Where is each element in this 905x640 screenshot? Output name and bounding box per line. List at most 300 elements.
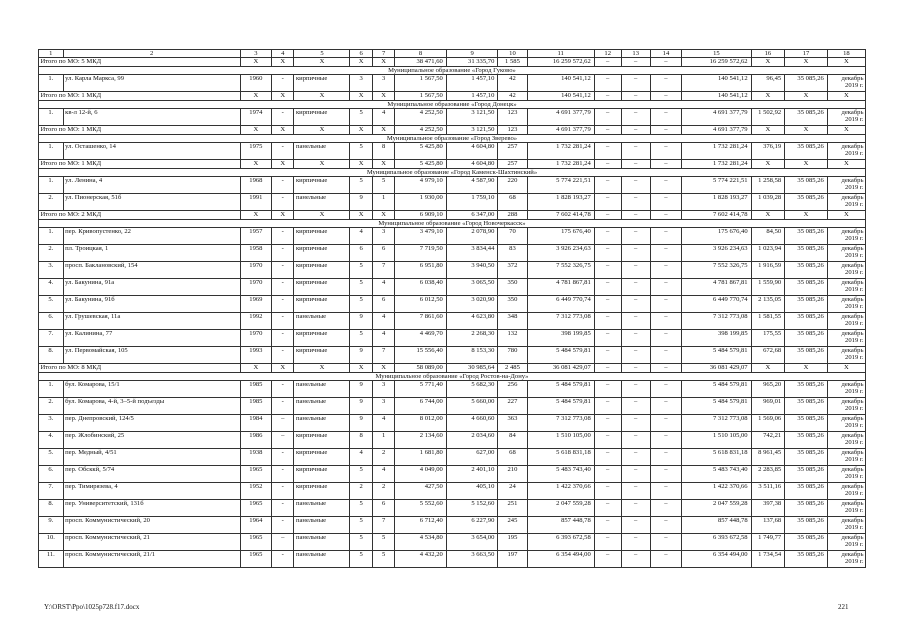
section-title: Муниципальное образование «Город Новочеркасск»	[39, 219, 866, 228]
table-cell: 5	[350, 279, 372, 296]
table-cell: 6 227,90	[446, 517, 498, 534]
address-cell: пер. Жлобинский, 25	[63, 432, 240, 449]
subtotal-row	[39, 58, 866, 67]
table-cell: –	[594, 228, 621, 245]
subtotal-cell: 1 567,50	[395, 92, 447, 101]
table-cell: 372	[498, 262, 527, 279]
table-cell: 35 085,26	[785, 194, 828, 211]
table-cell: 5	[350, 177, 372, 194]
column-number-cell: 3	[240, 50, 271, 58]
table-cell: –	[621, 143, 650, 160]
table-cell: декабрь 2019 г.	[827, 75, 865, 92]
column-number-cell: 5	[294, 50, 350, 58]
table-cell: 35 085,26	[785, 466, 828, 483]
table-cell: –	[650, 551, 681, 568]
table-cell: 2 268,30	[446, 330, 498, 347]
table-cell: –	[650, 279, 681, 296]
table-cell: 220	[498, 177, 527, 194]
table-cell: 3 926 234,63	[527, 245, 594, 262]
table-cell: –	[650, 449, 681, 466]
table-cell: 35 085,26	[785, 279, 828, 296]
table-row	[39, 296, 866, 313]
table-cell: 2	[350, 483, 372, 500]
table-cell: 1 039,28	[751, 194, 785, 211]
table-cell: –	[621, 109, 650, 126]
subtotal-cell: –	[621, 160, 650, 169]
table-cell: 4 432,20	[395, 551, 447, 568]
table-cell: 3 511,16	[751, 483, 785, 500]
table-cell: 1984	[240, 415, 271, 432]
address-cell: ул. Ленина, 4	[63, 177, 240, 194]
address-cell: просп. Коммунистический, 21/1	[63, 551, 240, 568]
table-cell: –	[650, 381, 681, 398]
table-cell: 175 676,40	[527, 228, 594, 245]
subtotal-cell: X	[272, 364, 294, 373]
table-cell: 2 135,05	[751, 296, 785, 313]
subtotal-cell: X	[785, 160, 828, 169]
table-cell: -	[272, 517, 294, 534]
table-cell: 5	[350, 296, 372, 313]
footer-page-number: 221	[838, 603, 849, 611]
table-cell: кирпичные	[294, 279, 350, 296]
table-cell: 2 047 559,28	[682, 500, 751, 517]
table-cell: -	[272, 194, 294, 211]
table-cell: 3	[372, 398, 394, 415]
column-number-cell: 9	[446, 50, 498, 58]
table-cell: 35 085,26	[785, 449, 828, 466]
subtotal-cell: 36 081 429,07	[527, 364, 594, 373]
table-cell: 5 484 579,81	[682, 398, 751, 415]
table-cell: 397,38	[751, 500, 785, 517]
table-cell: 175,55	[751, 330, 785, 347]
column-number-cell: 14	[650, 50, 681, 58]
subtotal-cell: X	[240, 211, 271, 220]
address-cell: ул. Бакунина, 91а	[63, 279, 240, 296]
table-row	[39, 415, 866, 432]
table-cell: 9.	[39, 517, 64, 534]
table-cell: 1.	[39, 381, 64, 398]
table-cell: 1 734,54	[751, 551, 785, 568]
table-cell: –	[594, 432, 621, 449]
table-cell: -	[272, 245, 294, 262]
table-cell: 5 484 579,81	[682, 347, 751, 364]
table-cell: 5 484 579,81	[527, 381, 594, 398]
table-cell: 2.	[39, 245, 64, 262]
table-cell: 7 552 326,75	[682, 262, 751, 279]
table-cell: –	[650, 109, 681, 126]
subtotal-cell: X	[372, 92, 394, 101]
table-cell: 6 393 672,58	[527, 534, 594, 551]
subtotal-cell: 16 259 572,62	[527, 58, 594, 67]
table-cell: панельные	[294, 415, 350, 432]
subtotal-cell: –	[621, 92, 650, 101]
table-cell: 4	[372, 466, 394, 483]
table-cell: 8	[350, 432, 372, 449]
table-cell: -	[272, 466, 294, 483]
table-cell: –	[594, 75, 621, 92]
address-cell: пер. Кривопустенко, 22	[63, 228, 240, 245]
section-header-row	[39, 134, 866, 143]
table-cell: -	[272, 483, 294, 500]
table-cell: декабрь 2019 г.	[827, 245, 865, 262]
table-cell: –	[650, 313, 681, 330]
table-cell: 195	[498, 534, 527, 551]
subtotal-cell: X	[372, 126, 394, 135]
address-cell: ул. Осташенко, 14	[63, 143, 240, 160]
table-cell: -	[272, 75, 294, 92]
subtotal-cell: –	[650, 160, 681, 169]
table-cell: 7 719,50	[395, 245, 447, 262]
table-cell: 6 038,40	[395, 279, 447, 296]
subtotal-cell: 36 081 429,07	[682, 364, 751, 373]
table-cell: –	[621, 347, 650, 364]
subtotal-cell: X	[372, 211, 394, 220]
table-cell: 1 567,50	[395, 75, 447, 92]
subtotal-cell: –	[594, 92, 621, 101]
column-number-cell: 1	[39, 50, 64, 58]
table-cell: кирпичные	[294, 483, 350, 500]
table-cell: -	[272, 381, 294, 398]
table-cell: 5 774 221,51	[682, 177, 751, 194]
table-cell: 5	[372, 177, 394, 194]
table-cell: 6	[372, 500, 394, 517]
table-cell: 6 744,00	[395, 398, 447, 415]
table-cell: -	[272, 109, 294, 126]
table-cell: –	[272, 415, 294, 432]
table-cell: 1 930,00	[395, 194, 447, 211]
table-cell: 4 781 867,81	[527, 279, 594, 296]
table-cell: 1 258,58	[751, 177, 785, 194]
table-cell: 1 502,92	[751, 109, 785, 126]
table-cell: –	[594, 177, 621, 194]
table-cell: 35 085,26	[785, 500, 828, 517]
table-row	[39, 534, 866, 551]
table-cell: 1.	[39, 143, 64, 160]
table-cell: –	[650, 245, 681, 262]
subtotal-row	[39, 211, 866, 220]
table-cell: 2 283,85	[751, 466, 785, 483]
subtotal-cell: 3 121,50	[446, 126, 498, 135]
subtotal-cell: 7 602 414,78	[527, 211, 594, 220]
table-cell: 1.	[39, 228, 64, 245]
table-cell: 1	[372, 194, 394, 211]
table-cell: 140 541,12	[682, 75, 751, 92]
table-cell: декабрь 2019 г.	[827, 449, 865, 466]
column-number-cell: 18	[827, 50, 865, 58]
table-cell: –	[594, 109, 621, 126]
section-header-row	[39, 100, 866, 109]
address-cell: пер. Обсккй, 5/74	[63, 466, 240, 483]
table-cell: –	[594, 194, 621, 211]
subtotal-cell: X	[272, 58, 294, 67]
table-row	[39, 466, 866, 483]
table-cell: 6 354 494,00	[682, 551, 751, 568]
table-cell: 35 085,26	[785, 415, 828, 432]
table-cell: 3	[372, 228, 394, 245]
table-cell: 1.	[39, 75, 64, 92]
table-cell: –	[594, 449, 621, 466]
table-cell: 35 085,26	[785, 347, 828, 364]
table-cell: 7	[372, 262, 394, 279]
address-cell: ул. Бакунина, 91б	[63, 296, 240, 313]
table-cell: 8	[372, 143, 394, 160]
subtotal-cell: X	[827, 160, 865, 169]
table-cell: 7 312 773,08	[682, 415, 751, 432]
subtotal-cell: X	[827, 92, 865, 101]
table-cell: 35 085,26	[785, 398, 828, 415]
table-cell: панельные	[294, 551, 350, 568]
table-cell: 5	[350, 534, 372, 551]
table-cell: 35 085,26	[785, 296, 828, 313]
table-cell: 1 510 105,00	[682, 432, 751, 449]
table-cell: 4.	[39, 279, 64, 296]
table-cell: кирпичные	[294, 228, 350, 245]
table-cell: 2	[372, 449, 394, 466]
table-cell: 1952	[240, 483, 271, 500]
section-header-row	[39, 219, 866, 228]
subtotal-label: Итого по МО: 2 МКД	[39, 211, 241, 220]
table-cell: 4	[372, 313, 394, 330]
table-cell: –	[594, 313, 621, 330]
table-cell: –	[594, 245, 621, 262]
table-cell: 3.	[39, 415, 64, 432]
table-cell: –	[650, 500, 681, 517]
table-cell: 3 663,50	[446, 551, 498, 568]
table-cell: –	[621, 517, 650, 534]
table-row	[39, 551, 866, 568]
table-cell: –	[594, 296, 621, 313]
subtotal-cell: X	[827, 211, 865, 220]
table-cell: 6.	[39, 466, 64, 483]
table-cell: 7 312 773,08	[527, 415, 594, 432]
subtotal-cell: X	[240, 92, 271, 101]
table-cell: 1938	[240, 449, 271, 466]
table-cell: 9	[350, 194, 372, 211]
table-cell: 35 085,26	[785, 551, 828, 568]
subtotal-cell: 140 541,12	[527, 92, 594, 101]
subtotal-cell: 1 457,10	[446, 92, 498, 101]
table-cell: 1 828 193,27	[527, 194, 594, 211]
table-cell: 251	[498, 500, 527, 517]
table-cell: 3 926 234,63	[682, 245, 751, 262]
section-title: Муниципальное образование «Город Донецк»	[39, 100, 866, 109]
subtotal-row	[39, 364, 866, 373]
table-cell: 1968	[240, 177, 271, 194]
table-cell: 35 085,26	[785, 143, 828, 160]
subtotal-cell: –	[650, 211, 681, 220]
table-cell: –	[272, 534, 294, 551]
subtotal-cell: 4 691 377,79	[527, 126, 594, 135]
table-cell: кирпичные	[294, 466, 350, 483]
table-cell: 5 483 743,40	[682, 466, 751, 483]
table-cell: панельные	[294, 534, 350, 551]
table-cell: 6 393 672,58	[682, 534, 751, 551]
table-row	[39, 483, 866, 500]
table-cell: 35 085,26	[785, 432, 828, 449]
table-cell: 1 916,59	[751, 262, 785, 279]
table-cell: 350	[498, 279, 527, 296]
table-cell: -	[272, 398, 294, 415]
address-cell: ул. Первомайская, 105	[63, 347, 240, 364]
table-cell: 3 065,50	[446, 279, 498, 296]
table-cell: 4 781 867,81	[682, 279, 751, 296]
table-cell: декабрь 2019 г.	[827, 109, 865, 126]
subtotal-cell: X	[751, 126, 785, 135]
table-cell: декабрь 2019 г.	[827, 398, 865, 415]
subtotal-cell: X	[751, 160, 785, 169]
table-cell: –	[621, 194, 650, 211]
table-cell: 5 618 831,18	[682, 449, 751, 466]
table-cell: 1 581,55	[751, 313, 785, 330]
subtotal-cell: X	[350, 126, 372, 135]
table-cell: кирпичные	[294, 347, 350, 364]
table-cell: –	[594, 517, 621, 534]
table-cell: кирпичные	[294, 449, 350, 466]
table-cell: декабрь 2019 г.	[827, 534, 865, 551]
address-cell: пер. Университетский, 131б	[63, 500, 240, 517]
table-cell: -	[272, 279, 294, 296]
table-cell: 8 153,30	[446, 347, 498, 364]
table-cell: 197	[498, 551, 527, 568]
table-row	[39, 245, 866, 262]
table-cell: декабрь 2019 г.	[827, 194, 865, 211]
table-cell: декабрь 2019 г.	[827, 551, 865, 568]
table-cell: 4 604,80	[446, 143, 498, 160]
table-cell: 35 085,26	[785, 534, 828, 551]
table-cell: 8 961,45	[751, 449, 785, 466]
table-cell: декабрь 2019 г.	[827, 500, 865, 517]
table-cell: декабрь 2019 г.	[827, 262, 865, 279]
table-cell: 4	[350, 449, 372, 466]
column-number-row	[39, 50, 866, 58]
table-cell: 4 691 377,79	[527, 109, 594, 126]
table-cell: –	[650, 194, 681, 211]
table-cell: 5	[350, 143, 372, 160]
subtotal-cell: 7 602 414,78	[682, 211, 751, 220]
table-body	[39, 50, 866, 568]
subtotal-cell: X	[350, 58, 372, 67]
table-cell: 5	[350, 500, 372, 517]
table-cell: –	[594, 398, 621, 415]
table-cell: 123	[498, 109, 527, 126]
table-cell: панельные	[294, 500, 350, 517]
subtotal-cell: –	[594, 126, 621, 135]
table-cell: 627,00	[446, 449, 498, 466]
subtotal-cell: X	[240, 364, 271, 373]
subtotal-cell: X	[294, 126, 350, 135]
table-cell: 5	[350, 466, 372, 483]
table-row	[39, 398, 866, 415]
table-cell: 672,68	[751, 347, 785, 364]
table-row	[39, 279, 866, 296]
subtotal-cell: X	[294, 364, 350, 373]
table-cell: 4	[350, 228, 372, 245]
table-row	[39, 194, 866, 211]
table-cell: 210	[498, 466, 527, 483]
table-cell: –	[621, 228, 650, 245]
table-cell: 70	[498, 228, 527, 245]
table-cell: 83	[498, 245, 527, 262]
table-cell: 8 012,00	[395, 415, 447, 432]
table-cell: 4 587,90	[446, 177, 498, 194]
column-number-cell: 12	[594, 50, 621, 58]
subtotal-cell: X	[372, 160, 394, 169]
table-cell: панельные	[294, 313, 350, 330]
table-cell: 256	[498, 381, 527, 398]
subtotal-cell: 1 732 281,24	[527, 160, 594, 169]
table-cell: –	[621, 551, 650, 568]
table-cell: -	[272, 500, 294, 517]
table-cell: декабрь 2019 г.	[827, 296, 865, 313]
table-cell: –	[650, 483, 681, 500]
table-cell: –	[621, 432, 650, 449]
subtotal-cell: X	[240, 160, 271, 169]
table-cell: 5	[350, 330, 372, 347]
table-cell: 4.	[39, 432, 64, 449]
table-cell: –	[594, 381, 621, 398]
buildings-table	[38, 49, 866, 568]
table-cell: -	[272, 296, 294, 313]
table-cell: 132	[498, 330, 527, 347]
table-cell: -	[272, 551, 294, 568]
table-cell: 1 422 370,66	[682, 483, 751, 500]
table-cell: 1 023,94	[751, 245, 785, 262]
table-cell: 4 979,10	[395, 177, 447, 194]
subtotal-cell: –	[621, 364, 650, 373]
table-cell: 2 401,10	[446, 466, 498, 483]
table-cell: –	[621, 296, 650, 313]
table-cell: 4 252,50	[395, 109, 447, 126]
table-cell: 6	[372, 296, 394, 313]
subtotal-cell: X	[785, 126, 828, 135]
table-cell: 1957	[240, 228, 271, 245]
table-cell: 7 861,60	[395, 313, 447, 330]
table-cell: кирпичные	[294, 296, 350, 313]
table-cell: 84	[498, 432, 527, 449]
subtotal-cell: X	[350, 211, 372, 220]
table-cell: 1985	[240, 381, 271, 398]
table-cell: 6 712,40	[395, 517, 447, 534]
subtotal-cell: X	[372, 364, 394, 373]
table-row	[39, 347, 866, 364]
table-cell: 9	[350, 347, 372, 364]
subtotal-cell: 4 252,50	[395, 126, 447, 135]
subtotal-cell: –	[594, 160, 621, 169]
table-cell: 8.	[39, 500, 64, 517]
table-cell: –	[650, 296, 681, 313]
table-cell: –	[594, 279, 621, 296]
table-cell: 1958	[240, 245, 271, 262]
subtotal-cell: X	[272, 126, 294, 135]
table-cell: -	[272, 228, 294, 245]
table-cell: 4 534,80	[395, 534, 447, 551]
table-cell: декабрь 2019 г.	[827, 415, 865, 432]
table-cell: 35 085,26	[785, 245, 828, 262]
table-cell: 2	[372, 483, 394, 500]
subtotal-cell: X	[294, 92, 350, 101]
table-cell: 35 085,26	[785, 381, 828, 398]
table-cell: 4 691 377,79	[682, 109, 751, 126]
table-cell: 257	[498, 143, 527, 160]
table-cell: 1985	[240, 398, 271, 415]
table-row	[39, 449, 866, 466]
table-cell: –	[594, 262, 621, 279]
table-cell: 5.	[39, 296, 64, 313]
table-cell: –	[650, 415, 681, 432]
subtotal-cell: X	[751, 92, 785, 101]
table-cell: 11.	[39, 551, 64, 568]
subtotal-row	[39, 126, 866, 135]
